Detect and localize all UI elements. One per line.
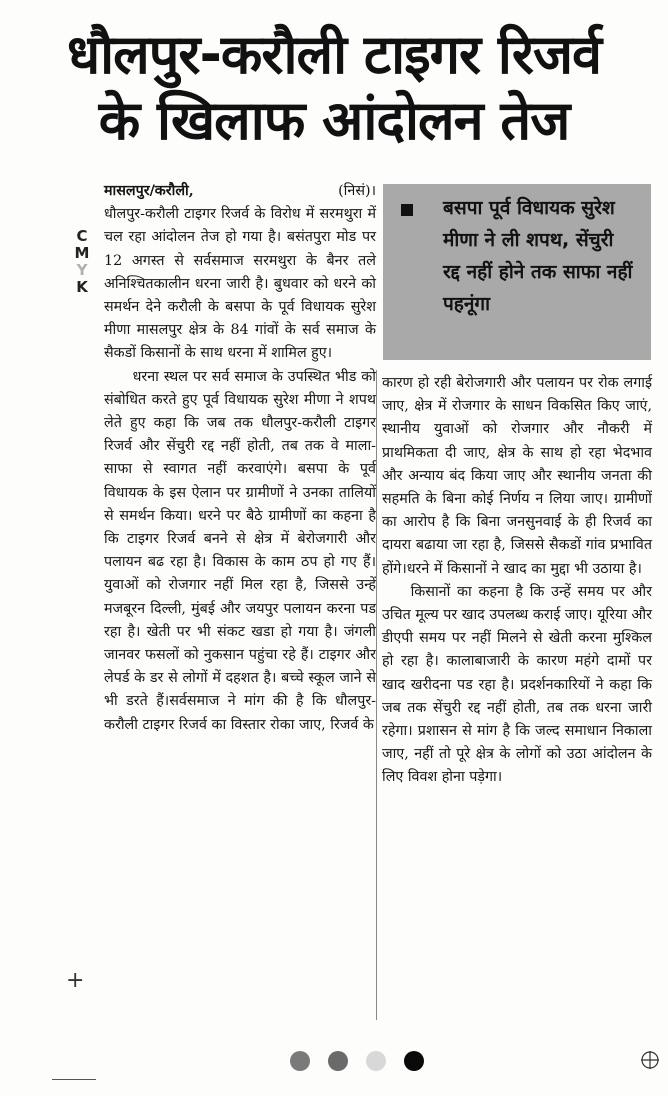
page-dot[interactable] <box>290 1051 310 1071</box>
crop-mark <box>52 1079 96 1080</box>
headline-line-1: धौलपुर-करौली टाइगर रिजर्व <box>66 23 602 86</box>
article-right-column <box>382 372 652 790</box>
article-paragraph-2: धरना स्थल पर सर्व समाज के उपस्थित भीड को संबोधित करते हुए पूर्व विधायक सुरेश मीणा ने शपथ लेते हुए कहा कि जब तक धौलपुर-करौली टाइगर रिजर्व और सेंचुरी रद्द नहीं होती, तब तक वे माला-साफा से स्वागत नहीं करवाएंगे। बसपा के पूर्व विधायक के इस ऐलान पर ग्रामीणों ने उनका तालियों से समर्थन किया। धरने पर बैठे ग्रामीणों का कहना है कि टाइगर रिजर्व बनने से क्षेत्र में बेरोजगारी और पलायन बढ रहा है। विकास के काम ठप हो गए हैं। युवाओं को रोजगार नहीं मिल रहा है, जिससे उन्हें मजबूरन दिल्ली, मुंबई और जयपुर पलायन करना पड रहा है। खेती पर भी संकट खडा हो गया है। जंगली जानवर फसलों को नुकसान पहुंचा रहे हैं। टाइगर और लेपर्ड के डर से लोगों में दहशत है। बच्चे स्कूल जाने से भी डरते हैं।सर्वसमाज ने मांग की है कि धौलपुर-करौली टाइगर रिजर्व का विस्तार रोका जाए, रिजर्व के <box>104 368 376 733</box>
cmyk-registration-marks <box>72 228 92 296</box>
highlight-box-text: बसपा पूर्व विधायक सुरेश मीणा ने ली शपथ, सेंचुरी रद्द नहीं होने तक साफा नहीं पहनूंगा <box>443 197 633 315</box>
target-circle-icon <box>640 1050 660 1070</box>
column-divider <box>376 370 377 1020</box>
article-paragraph-3: कारण हो रही बेरोजगारी और पलायन पर रोक लगाई जाए, क्षेत्र में रोजगार के साधन विकसित किए जाएं, स्थानीय युवाओं को रोजगार और नौकरी में प्राथमिकता दी जाए, क्षेत्र के साथ हो रहा भेदभाव और अन्याय बंद किया जाए और स्थानीय जनता की सहमति के बिना कोई निर्णय न लिया जाए। ग्रामीणों का आरोप है कि बिना जनसुनवाई के ही रिजर्व का दायरा बढाया जा रहा है, जिससे सैकडों गांव प्रभावित होंगे।धरने में किसानों ने खाद का मुद्दा भी उठाया है। <box>382 375 652 577</box>
cmyk-c: C <box>76 227 88 245</box>
cmyk-y: Y <box>76 261 88 279</box>
page-indicator <box>290 1051 424 1071</box>
registration-cross-icon: + <box>66 968 85 993</box>
highlight-box <box>383 184 651 360</box>
cmyk-m: M <box>74 244 90 262</box>
page-dot[interactable] <box>366 1051 386 1071</box>
article-paragraph-4: किसानों का कहना है कि उन्हें समय पर और उचित मूल्य पर खाद उपलब्ध कराई जाए। यूरिया और डीएपी समय पर नहीं मिलने से खेती करना मुश्किल हो रहा है। कालाबाजारी के कारण महंगे दामों पर खाद खरीदना पड रहा है। प्रदर्शनकारियों ने कहा कि जब तक सेंचुरी रद्द नहीं होती, तब तक धरना जारी रहेगा। प्रशासन से मांग है कि जल्द समाधान निकाला जाए, नहीं तो पूरे क्षेत्र के लोगों को उठा आंदोलन के लिए विवश होना पड़ेगा। <box>382 583 652 786</box>
square-bullet-icon <box>401 204 413 216</box>
page-dot[interactable] <box>328 1051 348 1071</box>
cmyk-k: K <box>76 278 88 296</box>
article-paragraph-1: धौलपुर-करौली टाइगर रिजर्व के विरोध में सरमथुरा में चल रहा आंदोलन तेज हो गया है। बसंतपुरा मोड पर 12 अगस्त से सर्वसमाज सरमथुरा के बैनर तले अनिश्चितकालीन धरना जारी है। बुधवार को धरने को समर्थन देने करौली के बसपा के पूर्व विधायक सुरेश मीणा मासलपुर क्षेत्र के 84 गांवों के सर्व समाज के सैकडों किसानों के साथ धरना में शामिल हुए। <box>104 206 376 362</box>
dateline <box>104 180 376 203</box>
headline <box>0 22 668 154</box>
page-dot-active[interactable] <box>404 1051 424 1071</box>
dateline-source: (निसं)। <box>338 183 376 199</box>
headline-line-2: के खिलाफ आंदोलन तेज <box>98 89 570 152</box>
article-left-column <box>104 180 376 737</box>
dateline-place: मासलपुर/करौली, <box>104 183 194 199</box>
